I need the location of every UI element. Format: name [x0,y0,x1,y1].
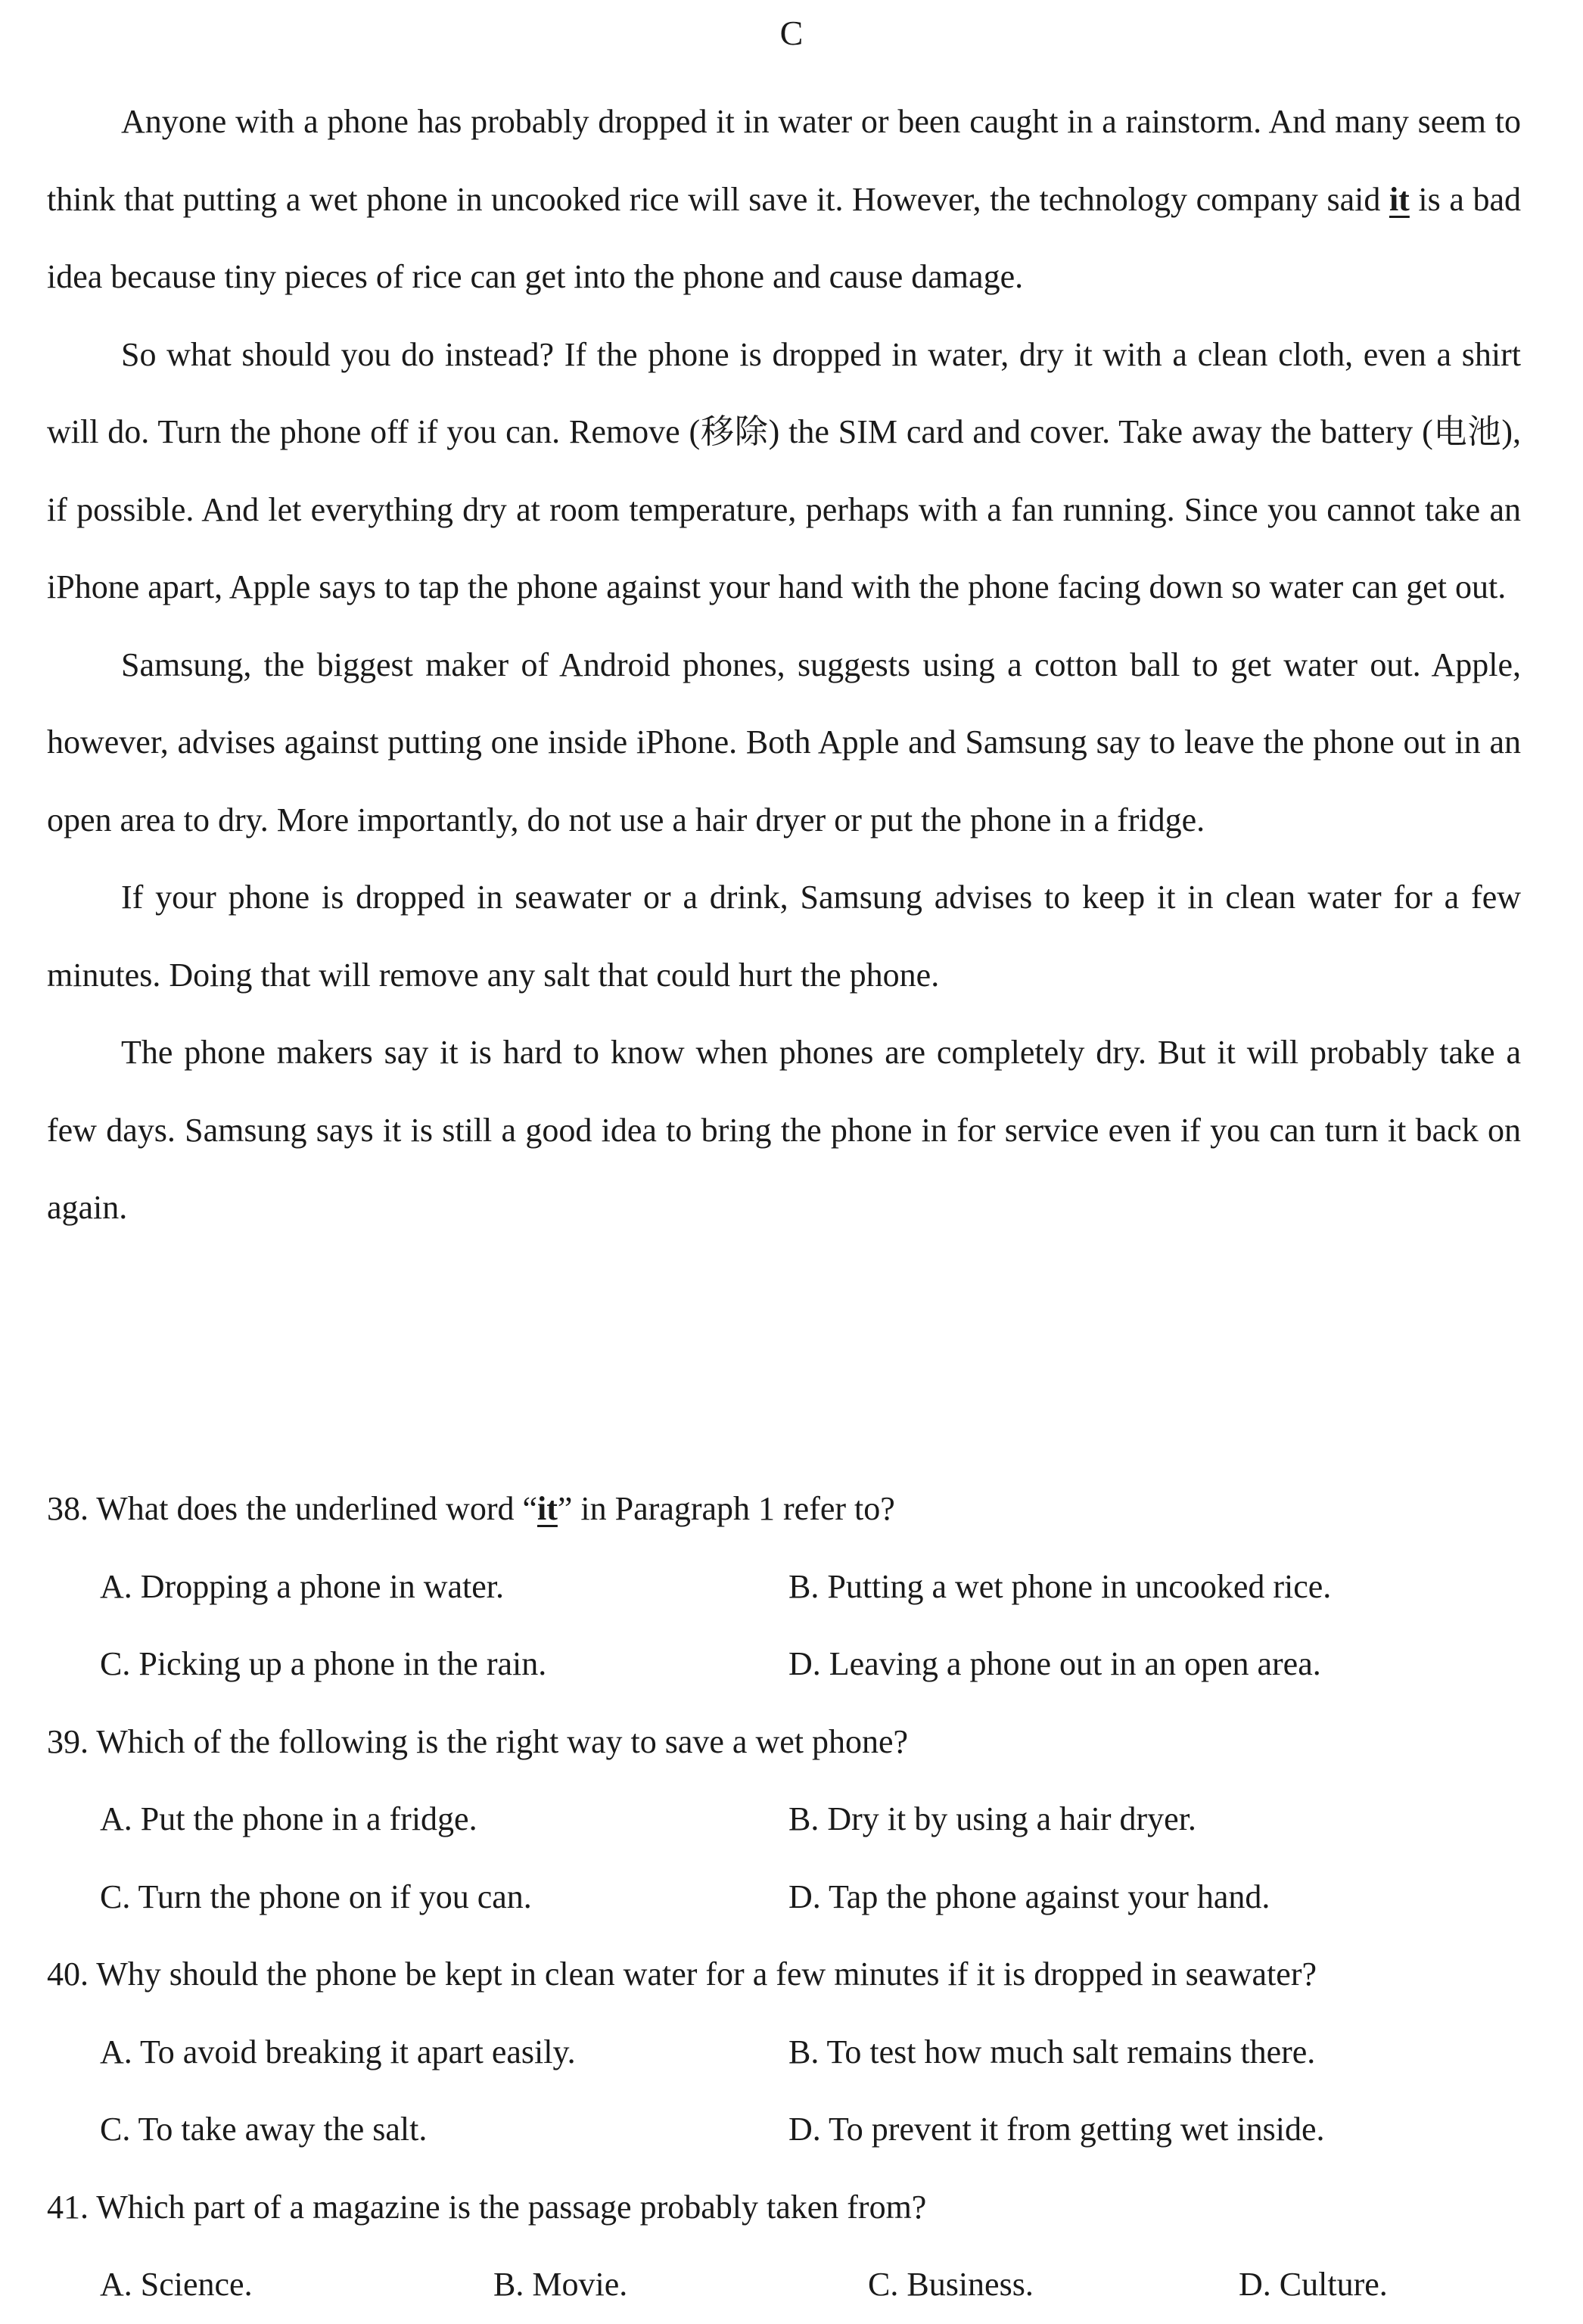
question-41 [47,2169,1553,2324]
question-41-options-row [47,2246,1553,2324]
question-38-option-b[interactable]: B. Putting a wet phone in uncooked rice. [788,1567,1332,1605]
paragraph-1 [47,83,1521,316]
question-40-option-a[interactable]: A. To avoid breaking it apart easily. [100,2033,576,2070]
question-40-options-row-2 [47,2091,1553,2169]
question-39-options-row-2 [47,1859,1553,1937]
question-41-option-c[interactable]: C. Business. [868,2266,1034,2303]
question-38-option-c[interactable]: C. Picking up a phone in the rain. [100,1645,547,1682]
question-38-option-d[interactable]: D. Leaving a phone out in an open area. [788,1645,1321,1682]
question-39-option-b[interactable]: B. Dry it by using a hair dryer. [788,1800,1196,1837]
question-38-stem [47,1470,1553,1548]
question-38-options-row-1 [47,1548,1553,1626]
paragraph-3: Samsung, the biggest maker of Android phones, suggests using a cotton ball to get water out. Apple, however, advises against putting one inside iPhone. Both Apple and Samsung say to leave the phone out in an open area to dry. More importantly, do not use a hair dryer or put the phone in a fridge. [47,646,1521,838]
question-40-option-b[interactable]: B. To test how much salt remains there. [788,2033,1316,2070]
question-40-options-row-1 [47,2014,1553,2092]
reading-passage [47,83,1521,1247]
paragraph-1-text-start: Anyone with a phone has probably dropped it in water or been caught in a rainstorm. And many seem to think that putting a wet phone in uncooked rice will save it. However, the technology company said [47,103,1521,218]
question-41-option-b[interactable]: B. Movie. [493,2266,628,2303]
question-40-option-d[interactable]: D. To prevent it from getting wet inside. [788,2111,1325,2148]
question-39-stem: 39. Which of the following is the right way to save a wet phone? [47,1722,909,1760]
question-38-underlined-it: it [537,1490,558,1527]
question-38-stem-end: ” in Paragraph 1 refer to? [557,1490,895,1527]
question-39-option-a[interactable]: A. Put the phone in a fridge. [100,1800,477,1837]
question-41-option-d[interactable]: D. Culture. [1239,2266,1388,2303]
underlined-word-it: it [1389,180,1410,218]
paragraph-5: The phone makers say it is hard to know when phones are completely dry. But it will probably take a few days. Samsung says it is still a good idea to bring the phone in for service even if you can turn it back on again. [47,1034,1521,1226]
question-40-option-c[interactable]: C. To take away the salt. [100,2111,428,2148]
paragraph-1-text-end: is a bad idea because tiny pieces of rice can get into the phone and cause damage. [47,180,1522,295]
question-40 [47,1936,1553,2169]
paragraph-4: If your phone is dropped in seawater or a drink, Samsung advises to keep it in clean water for a few minutes. Doing that will remove any salt that could hurt the phone. [47,879,1521,994]
question-41-option-a[interactable]: A. Science. [100,2266,253,2303]
question-38-option-a[interactable]: A. Dropping a phone in water. [100,1567,504,1605]
question-39-option-c[interactable]: C. Turn the phone on if you can. [100,1878,532,1915]
question-39-option-d[interactable]: D. Tap the phone against your hand. [788,1878,1270,1915]
question-41-stem: 41. Which part of a magazine is the passage probably taken from? [47,2188,927,2226]
question-38-stem-start: 38. What does the underlined word “ [47,1490,538,1527]
question-38-options-row-2 [47,1626,1553,1703]
question-40-stem: 40. Why should the phone be kept in clean water for a few minutes if it is dropped in seawater? [47,1955,1317,1993]
section-letter: C [779,14,804,52]
question-list [47,1470,1553,2324]
question-39-options-row-1 [47,1781,1553,1859]
question-39 [47,1703,1553,1937]
question-38 [47,1470,1553,1703]
paragraph-2: So what should you do instead? If the phone is dropped in water, dry it with a clean cloth, even a shirt will do. Turn the phone off if you can. Remove (移除) the SIM card and cover. Take away the battery (电池), if possible. And let everything dry at room temperature, perhaps with a fan running. Since you cannot take an iPhone apart, Apple says to tap the phone against your hand with the phone facing down so water can get out. [47,335,1521,605]
